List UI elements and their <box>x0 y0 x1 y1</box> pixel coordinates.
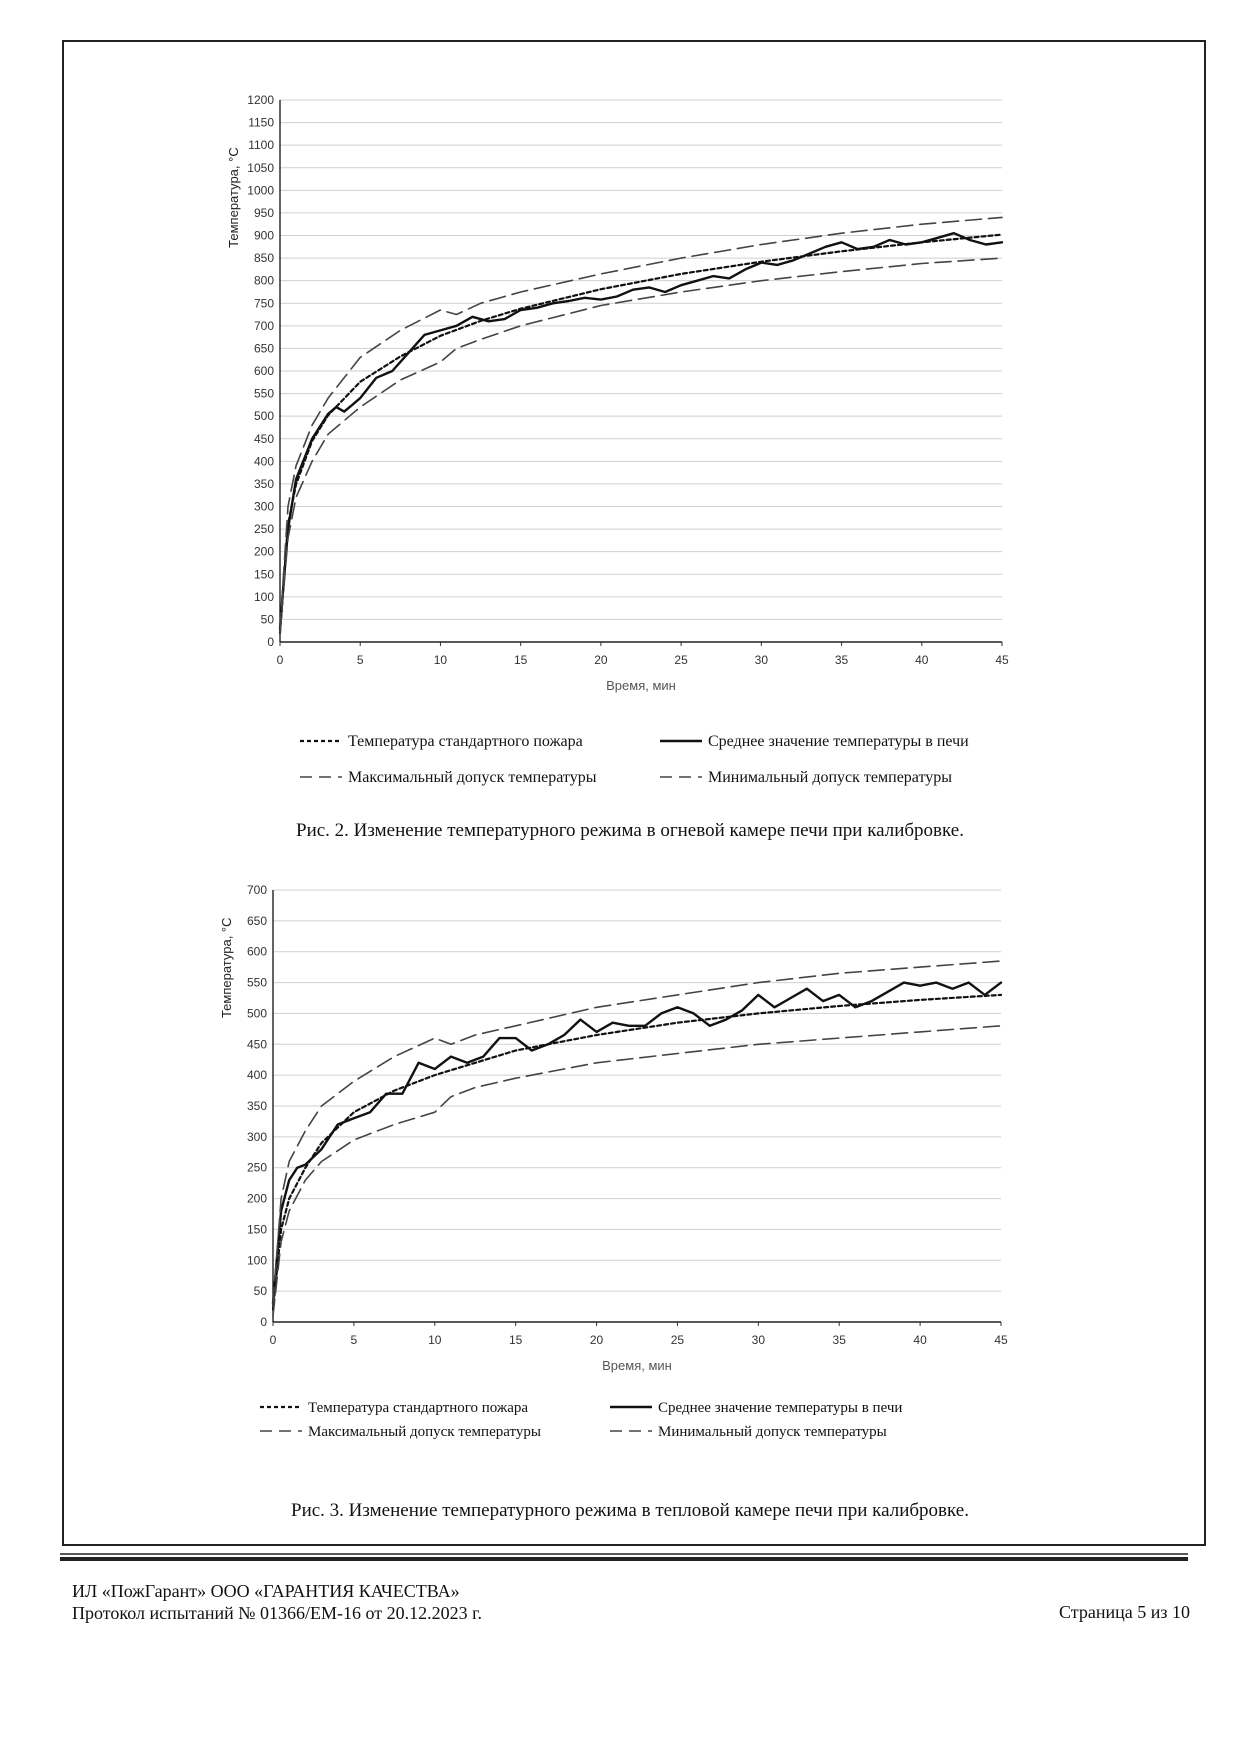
series-line-4 <box>280 258 1002 633</box>
y-tick-label: 300 <box>253 499 274 514</box>
y-tick-label: 450 <box>246 1037 267 1052</box>
x-tick-label: 25 <box>670 1333 685 1347</box>
y-tick-label: 1200 <box>247 93 274 107</box>
x-tick-label: 0 <box>269 1333 277 1347</box>
caption-fig-3: Рис. 3. Изменение температурного режима в тепловой камере печи при калибровке. <box>291 1500 969 1521</box>
x-tick-label: 10 <box>428 1333 442 1347</box>
y-tick-label: 0 <box>267 635 274 649</box>
x-tick-label: 30 <box>754 653 769 667</box>
x-tick-label: 20 <box>589 1333 604 1347</box>
y-tick-label: 600 <box>246 944 267 959</box>
x-tick-label: 40 <box>915 653 929 667</box>
x-tick-label: 45 <box>994 1333 1008 1347</box>
footer-org: ИЛ «ПожГарант» ООО «ГАРАНТИЯ КАЧЕСТВА» <box>72 1581 460 1601</box>
x-tick-label: 25 <box>674 653 688 667</box>
y-tick-label: 650 <box>253 341 274 356</box>
legend <box>300 733 969 786</box>
legend-label: Минимальный допуск температуры <box>708 769 953 786</box>
y-tick-label: 800 <box>253 273 274 288</box>
footer-protocol: Протокол испытаний № 01366/ЕМ-16 от 20.12.2023 г. <box>72 1603 482 1623</box>
y-tick-label: 700 <box>246 883 267 897</box>
legend <box>260 1400 902 1440</box>
x-tick-label: 45 <box>995 653 1009 667</box>
x-tick-label: 0 <box>276 653 284 667</box>
series-line-1 <box>280 235 1002 633</box>
y-tick-label: 250 <box>246 1160 267 1175</box>
y-tick-label: 150 <box>246 1222 267 1237</box>
y-tick-label: 100 <box>253 589 274 604</box>
y-tick-label: 200 <box>253 544 274 559</box>
y-tick-label: 100 <box>246 1253 267 1268</box>
legend-label: Максимальный допуск температуры <box>348 769 597 786</box>
caption-fig-2: Рис. 2. Изменение температурного режима в огневой камере печи при калибровке. <box>296 820 964 841</box>
y-axis-label: Температура, °С <box>219 917 234 1019</box>
chart-fig-3 <box>190 880 1070 1521</box>
y-tick-label: 600 <box>253 364 274 378</box>
y-tick-label: 50 <box>253 1284 267 1299</box>
chart-fig-2-svg <box>190 78 1070 808</box>
legend-label: Минимальный допуск температуры <box>658 1424 887 1440</box>
x-tick-label: 15 <box>513 653 528 667</box>
y-tick-label: 50 <box>260 612 274 627</box>
chart-fig-3-svg <box>190 880 1070 1480</box>
legend-label: Температура стандартного пожара <box>348 733 583 750</box>
chart-fig-2 <box>190 78 1070 841</box>
y-tick-label: 200 <box>246 1191 267 1206</box>
y-tick-label: 500 <box>246 1006 267 1021</box>
x-tick-label: 10 <box>433 653 448 667</box>
legend-label: Максимальный допуск температуры <box>308 1424 541 1440</box>
y-tick-label: 250 <box>253 522 274 537</box>
x-tick-label: 40 <box>913 1333 927 1347</box>
legend-label: Среднее значение температуры в печи <box>708 733 969 750</box>
y-tick-label: 900 <box>253 228 274 243</box>
y-tick-label: 750 <box>253 296 274 311</box>
y-tick-label: 1000 <box>247 183 274 198</box>
series-line-3 <box>273 961 1001 1304</box>
plot-area <box>219 883 1008 1373</box>
series-line-3 <box>280 217 1002 628</box>
series-line-4 <box>273 1026 1001 1316</box>
page-number: Страница 5 из 10 <box>1059 1602 1190 1622</box>
y-tick-label: 950 <box>253 205 274 220</box>
y-tick-label: 650 <box>246 913 267 928</box>
plot-area <box>226 93 1009 693</box>
footer-rule <box>60 1552 1188 1564</box>
y-tick-label: 350 <box>246 1099 267 1113</box>
x-axis-label: Время, мин <box>606 678 676 693</box>
x-tick-label: 20 <box>594 653 608 667</box>
y-tick-label: 0 <box>260 1315 267 1329</box>
series-line-2 <box>273 983 1001 1304</box>
y-tick-label: 700 <box>253 318 274 333</box>
y-tick-label: 1050 <box>247 160 274 175</box>
y-axis-label: Температура, °С <box>226 147 241 248</box>
legend-label: Температура стандартного пожара <box>308 1400 529 1416</box>
y-tick-label: 550 <box>253 386 274 401</box>
x-axis-label: Время, мин <box>602 1358 672 1373</box>
y-tick-label: 400 <box>253 454 274 469</box>
y-tick-label: 350 <box>253 476 274 491</box>
legend-label: Среднее значение температуры в печи <box>658 1400 903 1416</box>
x-tick-label: 30 <box>751 1333 766 1347</box>
y-tick-label: 850 <box>253 251 274 266</box>
y-tick-label: 150 <box>253 567 274 582</box>
y-tick-label: 300 <box>246 1129 267 1144</box>
y-tick-label: 400 <box>246 1068 267 1083</box>
series-line-1 <box>273 995 1001 1310</box>
x-tick-label: 5 <box>350 1333 358 1347</box>
y-tick-label: 1100 <box>248 138 274 153</box>
x-tick-label: 15 <box>508 1333 523 1347</box>
x-tick-label: 35 <box>832 1333 846 1347</box>
y-tick-label: 450 <box>253 431 274 446</box>
x-tick-label: 35 <box>834 653 849 667</box>
y-tick-label: 500 <box>253 409 274 424</box>
y-tick-label: 550 <box>246 975 267 990</box>
series-line-2 <box>280 233 1002 628</box>
y-tick-label: 1150 <box>248 115 274 130</box>
footer <box>72 1580 482 1624</box>
x-tick-label: 5 <box>356 653 364 667</box>
